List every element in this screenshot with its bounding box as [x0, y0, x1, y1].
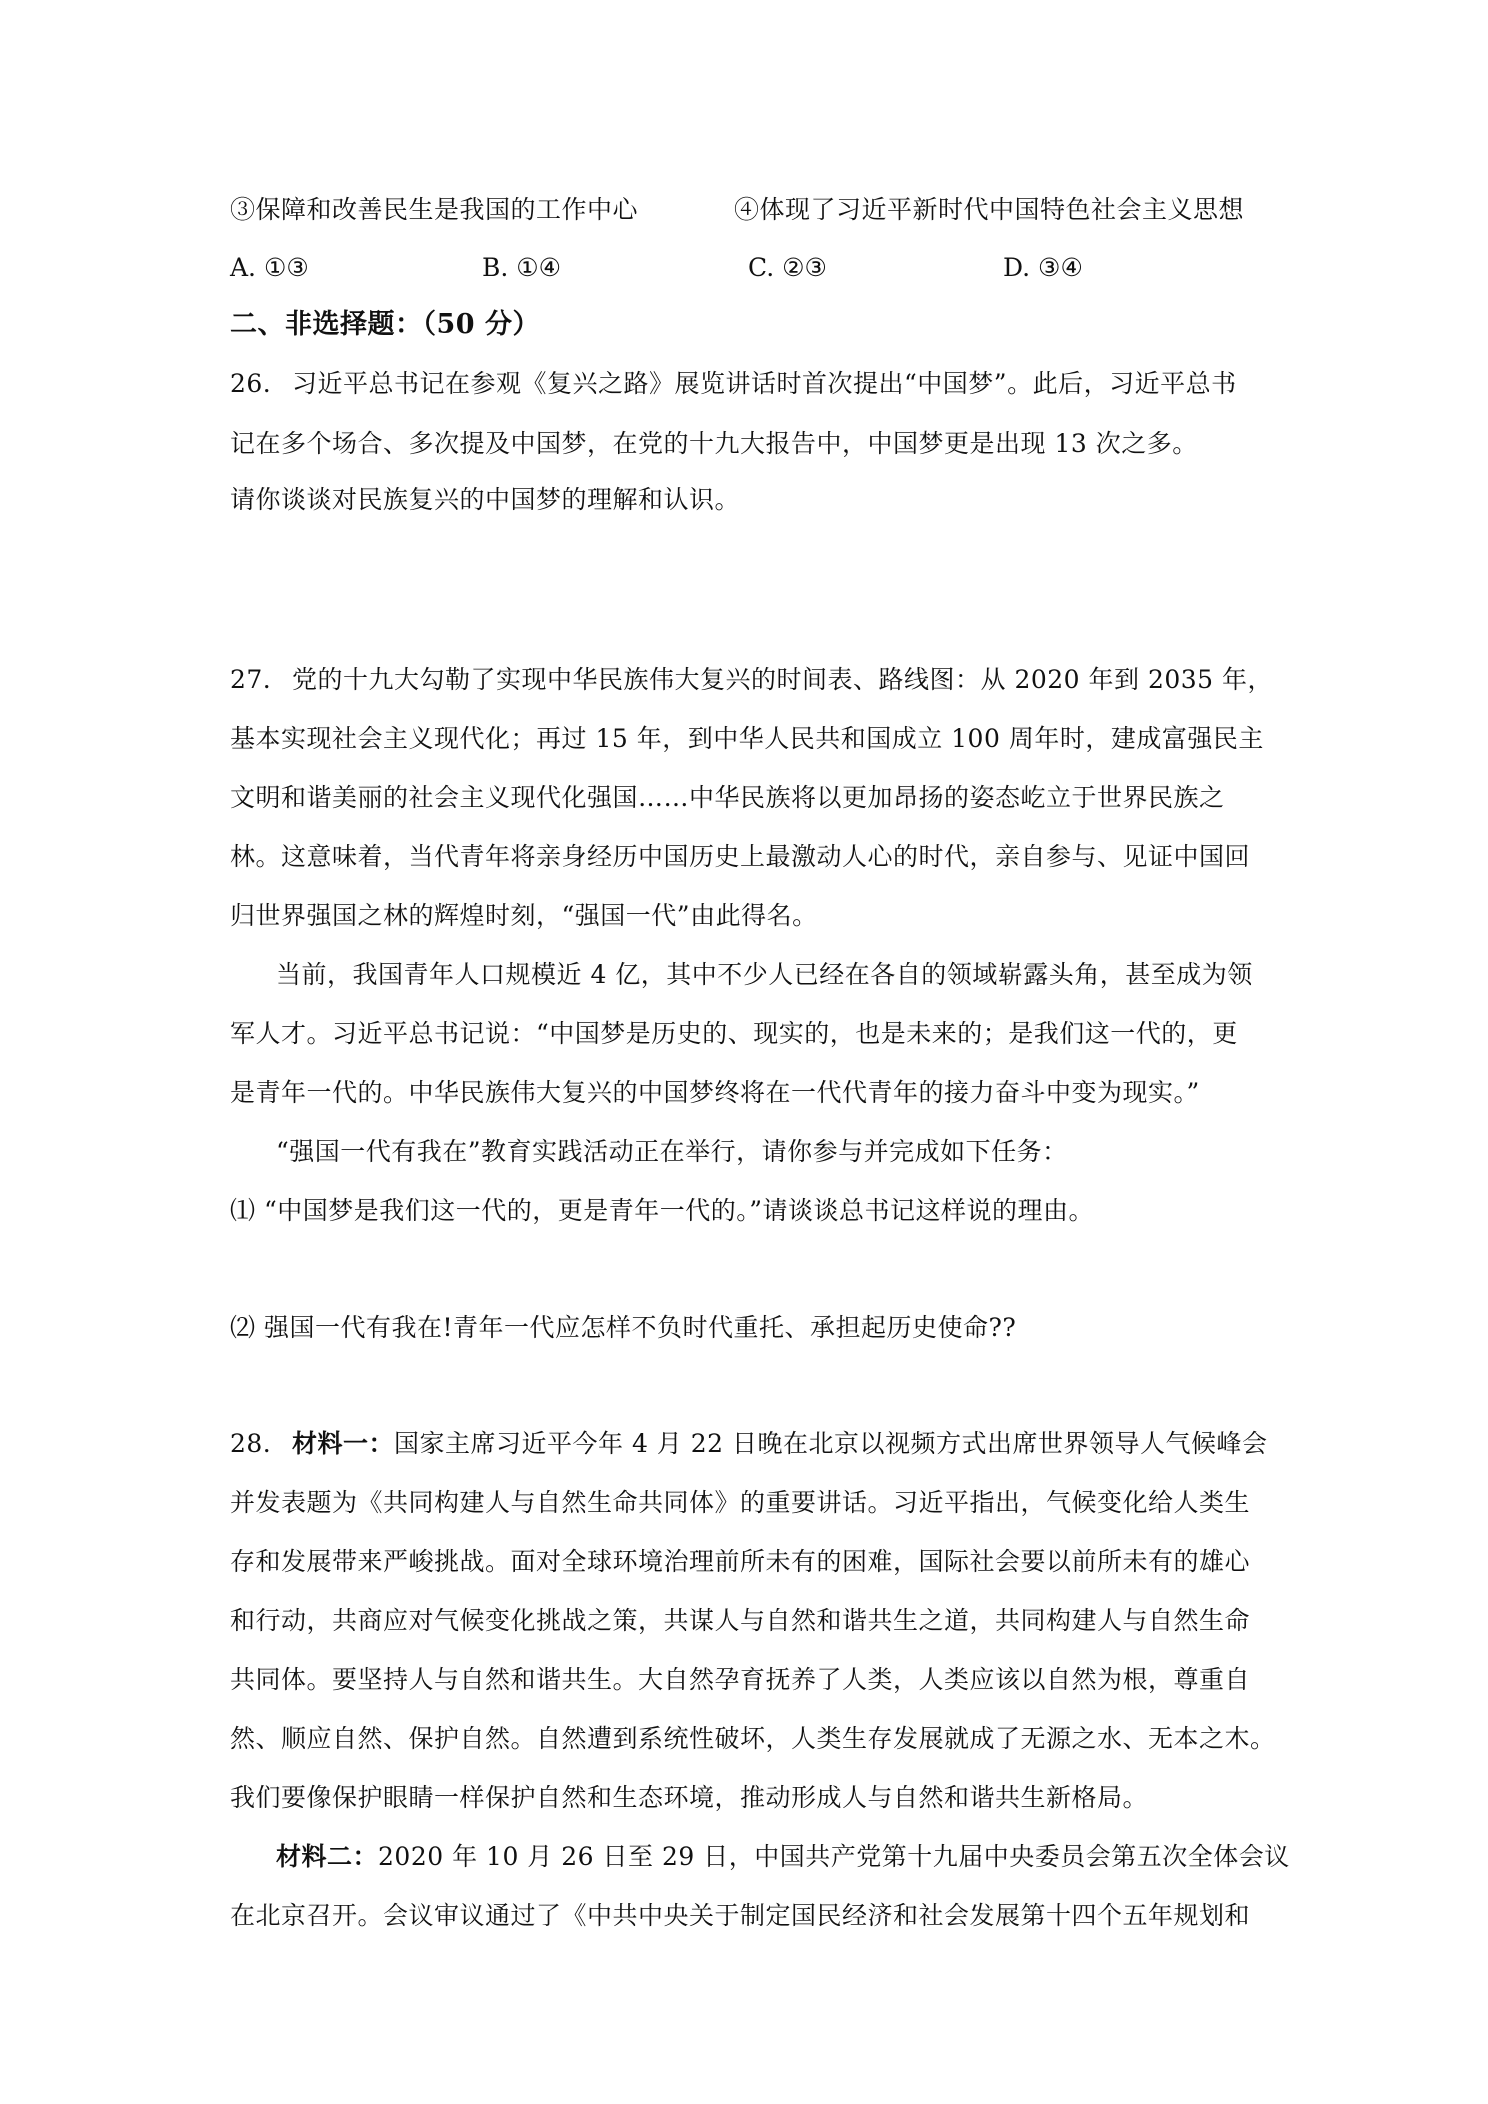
- q28-m1-line6: 然、顺应自然、保护自然。自然遭到系统性破坏，人类生存发展就成了无源之水、无本之木。: [230, 1724, 1276, 1753]
- q27-line1: [230, 662, 1273, 698]
- q27-number: 27.: [230, 665, 272, 694]
- q26-text-1: 习近平总书记在参观《复兴之路》展览讲话时首次提出“中国梦”。此后，习近平总书: [292, 369, 1237, 398]
- q28-m1-line7: 我们要像保护眼睛一样保护自然和生态环境，推动形成人与自然和谐共生新格局。: [230, 1783, 1149, 1812]
- q26-line3: 请你谈谈对民族复兴的中国梦的理解和认识。: [230, 485, 741, 514]
- q28-line1: [230, 1426, 1268, 1462]
- q28-m1-line2: 并发表题为《共同构建人与自然生命共同体》的重要讲话。习近平指出，气候变化给人类生: [230, 1488, 1251, 1517]
- q27-line3: 文明和谐美丽的社会主义现代化强国……中华民族将以更加昂扬的姿态屹立于世界民族之: [230, 783, 1225, 812]
- q28-m1-line4: 和行动，共商应对气候变化挑战之策，共谋人与自然和谐共生之道，共同构建人与自然生命: [230, 1606, 1251, 1635]
- section-title: 二、非选择题：（50 分）: [230, 309, 540, 340]
- q28-m2-line1: [276, 1839, 1290, 1875]
- q28-m1-line3: 存和发展带来严峻挑战。面对全球环境治理前所未有的困难，国际社会要以前所未有的雄心: [230, 1547, 1251, 1576]
- option-a: A. ①③: [230, 253, 309, 282]
- q26-number: 26.: [230, 369, 272, 398]
- q27-line4: 林。这意味着，当代青年将亲身经历中国历史上最激动人心的时代，亲自参与、见证中国回: [230, 842, 1251, 871]
- q28-material2-first: 2020 年 10 月 26 日至 29 日，中国共产党第十九届中央委员会第五次全体会议: [378, 1842, 1290, 1871]
- q27-p2-line3: 是青年一代的。中华民族伟大复兴的中国梦终将在一代代青年的接力奋斗中变为现实。”: [230, 1078, 1200, 1107]
- q27-p2-line2: 军人才。习近平总书记说：“中国梦是历史的、现实的，也是未来的；是我们这一代的，更: [230, 1019, 1238, 1048]
- q27-p3: “强国一代有我在”教育实践活动正在举行，请你参与并完成如下任务：: [276, 1137, 1068, 1166]
- q26-line1: [230, 366, 1237, 402]
- q28-m1-line5: 共同体。要坚持人与自然和谐共生。大自然孕育抚养了人类，人类应该以自然为根，尊重自: [230, 1665, 1251, 1694]
- statement-3: ③保障和改善民生是我国的工作中心: [230, 195, 639, 224]
- q28-material2-label: 材料二：: [276, 1842, 379, 1871]
- q27-line5: 归世界强国之林的辉煌时刻，“强国一代”由此得名。: [230, 901, 818, 930]
- q27-sub2: ⑵ 强国一代有我在!青年一代应怎样不负时代重托、承担起历史使命??: [230, 1313, 1017, 1342]
- q28-material1-label: 材料一：: [292, 1429, 395, 1458]
- option-c: C. ②③: [748, 253, 827, 282]
- option-b: B. ①④: [482, 253, 562, 282]
- q27-p2-line1: 当前，我国青年人口规模近 4 亿，其中不少人已经在各自的领域崭露头角，甚至成为领: [276, 960, 1253, 989]
- q26-line2: 记在多个场合、多次提及中国梦，在党的十九大报告中，中国梦更是出现 13 次之多。: [230, 429, 1198, 458]
- statement-4: ④体现了习近平新时代中国特色社会主义思想: [734, 195, 1245, 224]
- option-d: D. ③④: [1003, 253, 1083, 282]
- q28-material1-first: 国家主席习近平今年 4 月 22 日晚在北京以视频方式出席世界领导人气候峰会: [394, 1429, 1268, 1458]
- q27-line2: 基本实现社会主义现代化；再过 15 年，到中华人民共和国成立 100 周年时，建成富强民主: [230, 724, 1264, 753]
- q27-text-1: 党的十九大勾勒了实现中华民族伟大复兴的时间表、路线图：从 2020 年到 2035 年，: [292, 665, 1274, 694]
- q28-m2-line2: 在北京召开。会议审议通过了《中共中央关于制定国民经济和社会发展第十四个五年规划和: [230, 1901, 1251, 1930]
- q27-sub1: ⑴ “中国梦是我们这一代的，更是青年一代的。”请谈谈总书记这样说的理由。: [230, 1196, 1095, 1225]
- q28-number: 28.: [230, 1429, 272, 1458]
